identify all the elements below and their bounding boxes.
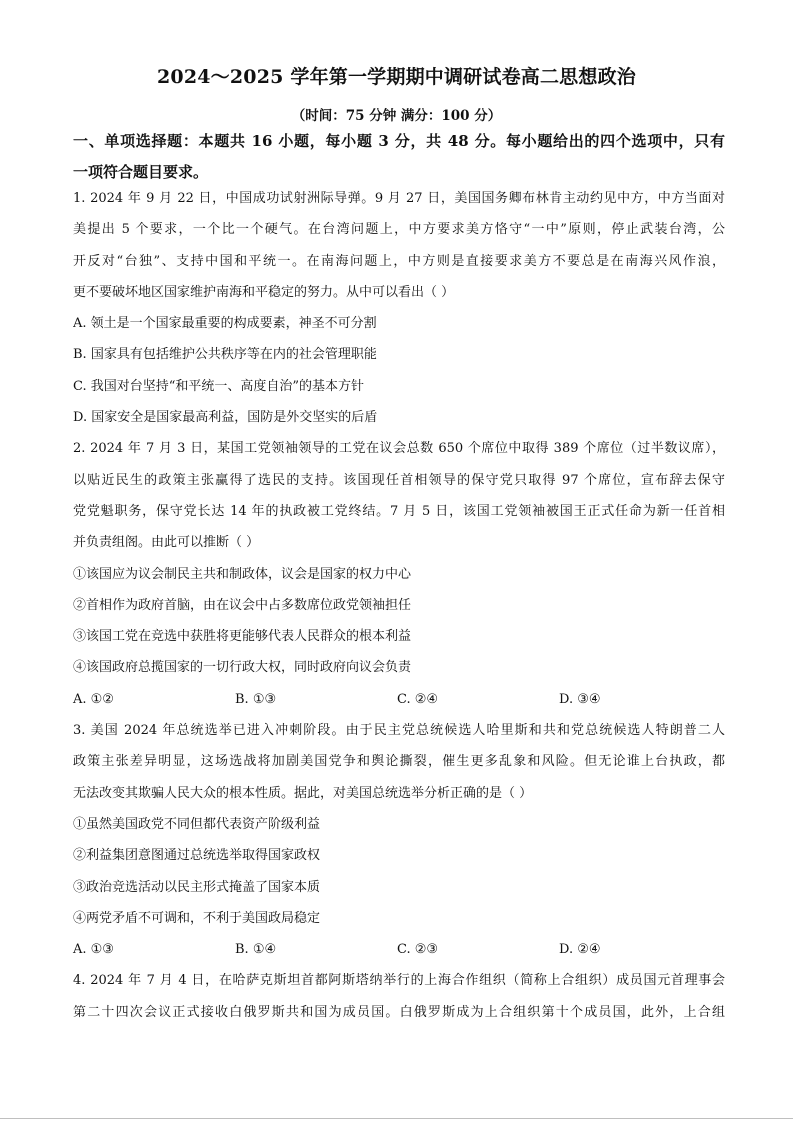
answer-choice: D. ③④ bbox=[559, 691, 601, 707]
answer-choice: D. ②④ bbox=[559, 942, 601, 958]
question-2 bbox=[73, 433, 725, 715]
answer-choice: A. ①② bbox=[73, 691, 114, 707]
question-3 bbox=[73, 715, 725, 965]
answer-choice: B. ①③ bbox=[235, 691, 277, 707]
statement-item: ②首相作为政府首脑，由在议会中占多数席位政党领袖担任 bbox=[73, 597, 412, 613]
answer-option: D. 国家安全是国家最高利益，国防是外交坚实的后盾 bbox=[73, 410, 378, 426]
question-stem-line: 2. 2024 年 7 月 3 日，某国工党领袖领导的工党在议会总数 650 个席位中取得 389 个席位（过半数议席）， bbox=[73, 441, 725, 457]
page-bottom-rule bbox=[0, 1118, 793, 1119]
answer-option: C. 我国对台坚持“和平统一、高度自治”的基本方针 bbox=[73, 378, 365, 394]
question-1 bbox=[73, 183, 725, 433]
statement-item: ④该国政府总揽国家的一切行政大权，同时政府向议会负责 bbox=[73, 660, 412, 676]
question-stem-line: 开反对“台独”、支持中国和平统一。在南海问题上，中方则是直接要求美方不要总是在南海兴风作浪， bbox=[73, 253, 725, 269]
answer-option: B. 国家具有包括维护公共秩序等在内的社会管理职能 bbox=[73, 347, 377, 363]
answer-choices bbox=[73, 684, 725, 715]
section-heading-line: 一项符合题目要求。 bbox=[73, 163, 209, 182]
question-stem-line: 党党魁职务，保守党长达 14 年的执政被工党终结。7 月 5 日，该国工党领袖被国王正式任命为新一任首相 bbox=[73, 503, 725, 519]
statement-item: ③该国工党在竞选中获胜将更能够代表人民群众的根本利益 bbox=[73, 629, 412, 645]
question-stem-line: 1. 2024 年 9 月 22 日，中国成功试射洲际导弹。9 月 27 日，美国国务卿布林肯主动约见中方，中方当面对 bbox=[73, 191, 725, 206]
statement-item: ③政治竞选活动以民主形式掩盖了国家本质 bbox=[73, 879, 321, 895]
answer-option: A. 领土是一个国家最重要的构成要素，神圣不可分割 bbox=[73, 316, 377, 332]
answer-choice: C. ②④ bbox=[397, 691, 439, 707]
question-stem-line: 更不要破坏地区国家维护南海和平稳定的努力。从中可以看出（ ） bbox=[73, 284, 455, 300]
statement-item: ①该国应为议会制民主共和制政体，议会是国家的权力中心 bbox=[73, 566, 412, 582]
exam-title: 2024～2025 学年第一学期期中调研试卷高二思想政治 bbox=[157, 66, 636, 88]
statement-item: ①虽然美国政党不同但都代表资产阶级利益 bbox=[73, 816, 321, 832]
answer-choice: A. ①③ bbox=[73, 942, 114, 958]
question-stem-line: 美提出 5 个要求，一个比一个硬气。在台湾问题上，中方要求美方恪守“一中”原则，停止武装台湾，公 bbox=[73, 222, 725, 238]
answer-choice: C. ②③ bbox=[397, 942, 439, 958]
question-stem-line: 以贴近民生的政策主张赢得了选民的支持。该国现任首相领导的保守党只取得 97 个席位，宣布辞去保守 bbox=[73, 472, 725, 488]
question-stem-line: 并负责组阁。由此可以推断（ ） bbox=[73, 535, 260, 551]
answer-choices bbox=[73, 934, 725, 965]
question-stem-line: 无法改变其欺骗人民大众的根本性质。据此，对美国总统选举分析正确的是（ ） bbox=[73, 785, 533, 801]
statement-item: ②利益集团意图通过总统选举取得国家政权 bbox=[73, 848, 321, 864]
question-stem-line: 4. 2024 年 7 月 4 日，在哈萨克斯坦首都阿斯塔纳举行的上海合作组织（简称上合组织）成员国元首理事会 bbox=[73, 973, 725, 989]
answer-choice: B. ①④ bbox=[235, 942, 277, 958]
question-stem-line: 3. 美国 2024 年总统选举已进入冲刺阶段。由于民主党总统候选人哈里斯和共和党总统候选人特朗普二人 bbox=[73, 723, 725, 739]
exam-subtitle: （时间：75 分钟 满分：100 分） bbox=[291, 108, 502, 124]
section-heading-line: 一、单项选择题：本题共 16 小题，每小题 3 分，共 48 分。每小题给出的四个选项中，只有 bbox=[73, 132, 725, 150]
question-list bbox=[73, 183, 725, 1028]
question-4 bbox=[73, 965, 725, 1028]
question-stem-line: 第二十四次会议正式接收白俄罗斯共和国为成员国。白俄罗斯成为上合组织第十个成员国，此外，上合组 bbox=[73, 1004, 725, 1020]
statement-item: ④两党矛盾不可调和，不利于美国政局稳定 bbox=[73, 910, 321, 926]
section-heading bbox=[73, 128, 725, 191]
question-stem-line: 政策主张差异明显，这场选战将加剧美国党争和舆论撕裂，催生更多乱象和风险。但无论谁上台执政，都 bbox=[73, 754, 725, 770]
